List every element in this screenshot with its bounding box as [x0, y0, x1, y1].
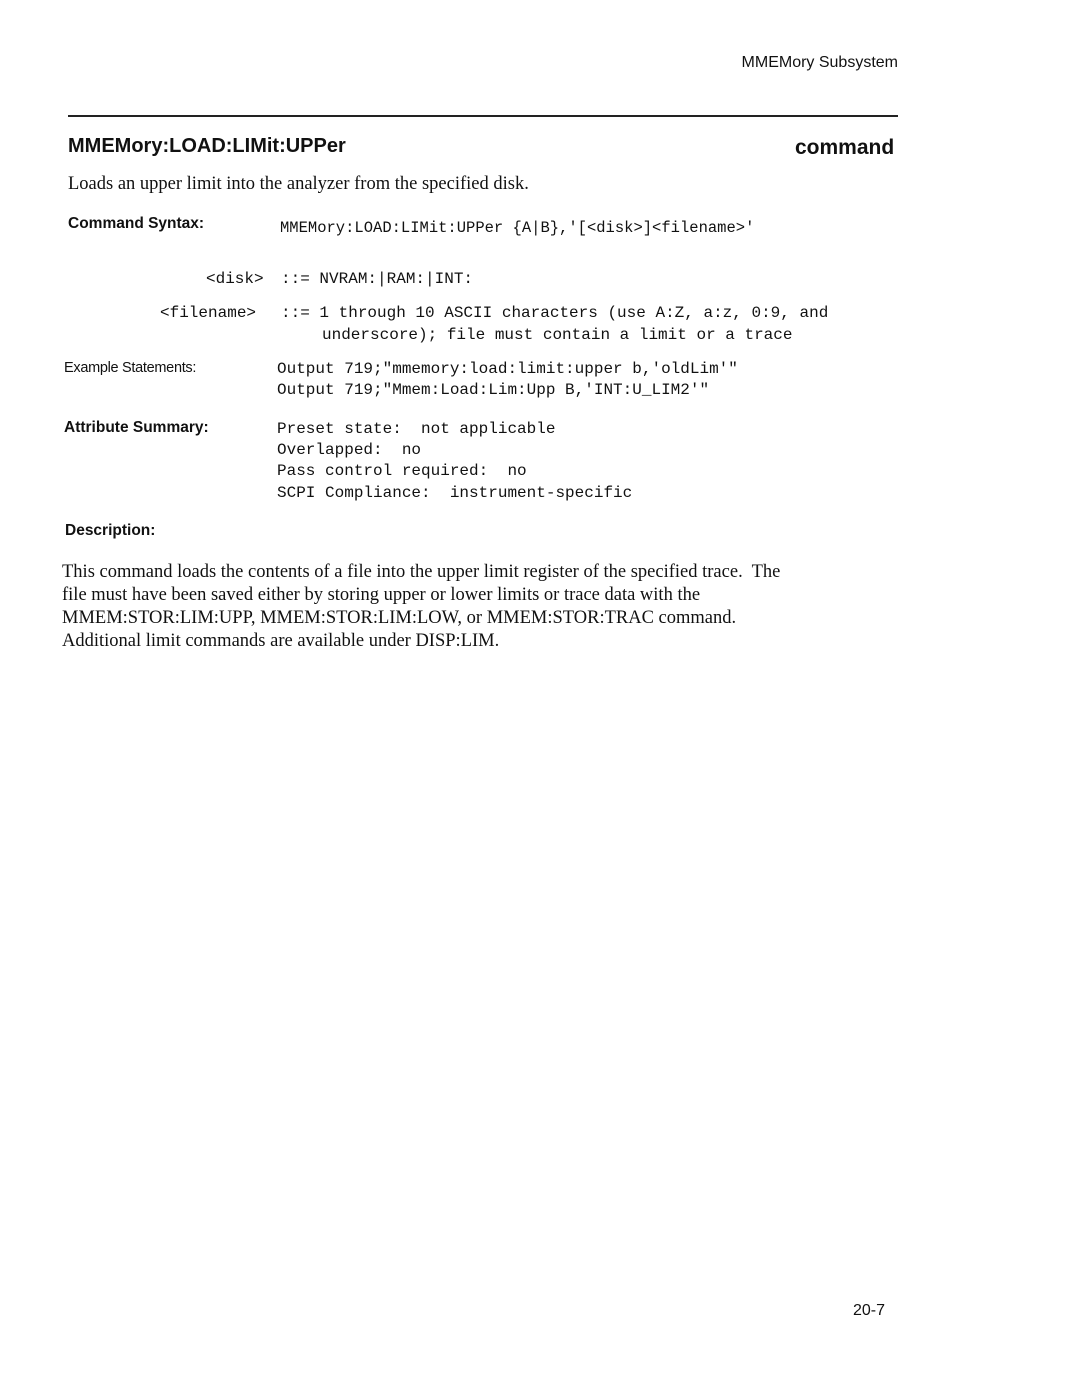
attribute-line-3: Pass control required: no: [277, 462, 527, 480]
disk-param-name: <disk>: [206, 270, 264, 288]
attributes-label: Attribute Summary:: [64, 419, 209, 436]
example-line-2: Output 719;"Mmem:Load:Lim:Upp B,'INT:U_LIM2'": [277, 381, 710, 399]
filename-param-definition-2: underscore); file must contain a limit or a trace: [322, 326, 793, 344]
description-label: Description:: [65, 522, 156, 539]
examples-label: Example Statements:: [64, 360, 197, 376]
syntax-label: Command Syntax:: [68, 215, 205, 232]
header-rule: [68, 115, 898, 117]
attribute-line-4: SCPI Compliance: instrument-specific: [277, 484, 633, 502]
command-summary: Loads an upper limit into the analyzer from the specified disk.: [68, 174, 529, 194]
disk-param-definition: ::= NVRAM:|RAM:|INT:: [281, 270, 474, 288]
syntax-line: MMEMory:LOAD:LIMit:UPPer {A|B},'[<disk>]<filename>': [280, 219, 755, 237]
example-line-1: Output 719;"mmemory:load:limit:upper b,'oldLim'": [277, 360, 738, 378]
attribute-line-2: Overlapped: no: [277, 441, 422, 459]
filename-param-name: <filename>: [160, 304, 257, 322]
description-line-2: file must have been saved either by storing upper or lower limits or trace data with the: [62, 585, 701, 605]
attribute-line-1: Preset state: not applicable: [277, 420, 556, 438]
filename-param-definition-1: ::= 1 through 10 ASCII characters (use A:Z, a:z, 0:9, and: [281, 304, 829, 322]
description-paragraph: [62, 561, 882, 653]
description-line-1: This command loads the contents of a file into the upper limit register of the specified trace. The: [62, 562, 781, 582]
command-title: MMEMory:LOAD:LIMit:UPPer: [68, 135, 346, 157]
description-line-4: Additional limit commands are available under DISP:LIM.: [62, 631, 500, 651]
page-number: 20-7: [853, 1302, 886, 1319]
description-line-3: MMEM:STOR:LIM:UPP, MMEM:STOR:LIM:LOW, or MMEM:STOR:TRAC command.: [62, 608, 737, 628]
entry-kind: command: [795, 136, 895, 159]
running-header: MMEMory Subsystem: [741, 54, 898, 71]
